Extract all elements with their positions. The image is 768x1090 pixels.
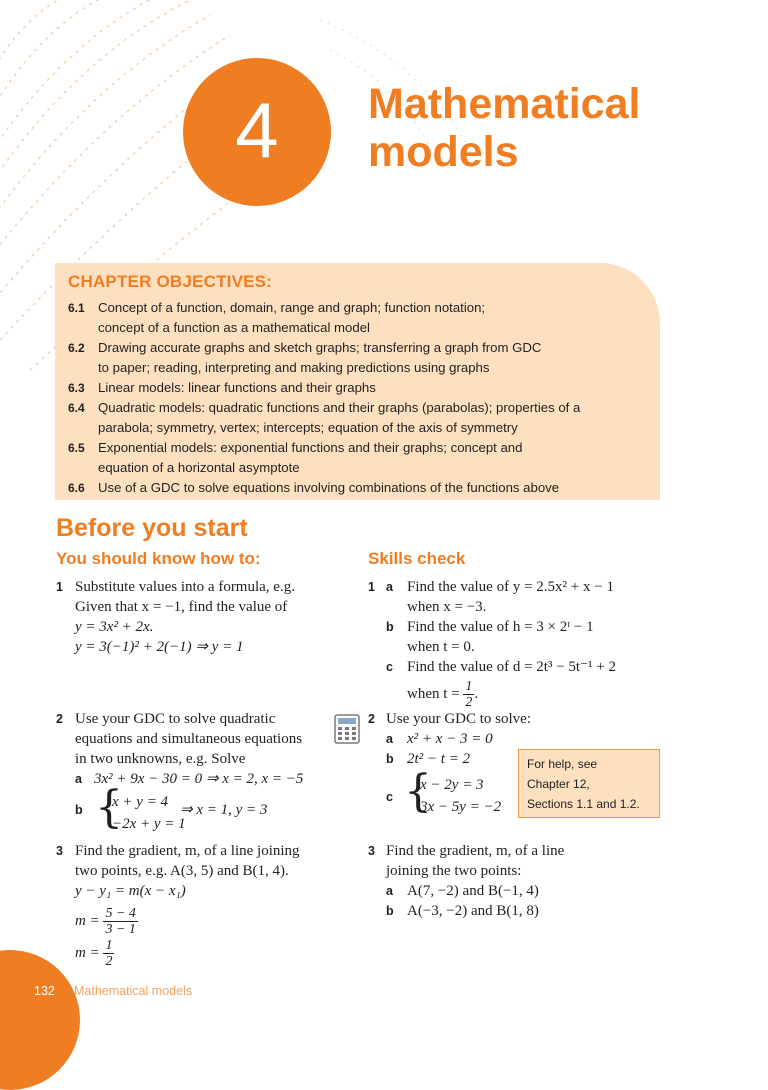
- m-label: m =: [75, 912, 100, 929]
- question-line: joining the two points:: [386, 863, 522, 879]
- fraction: [463, 679, 474, 710]
- objective-text: parabola; symmetry, vertex; intercepts; equation of the axis of symmetry: [98, 420, 518, 435]
- chapter-title-line: Mathematical: [368, 80, 641, 128]
- part-label: b: [386, 752, 394, 766]
- equation: 3x − 5y = −2: [420, 799, 502, 815]
- objective-text: Use of a GDC to solve equations involving combinations of the functions above: [98, 480, 560, 495]
- objective-item: [68, 398, 658, 438]
- chapter-title: [368, 80, 688, 176]
- objective-number: 6.6: [68, 481, 85, 495]
- question-line: Substitute values into a formula, e.g.: [75, 579, 295, 595]
- question-line: Find the value of d = 2t³ − 5t⁻¹ + 2: [407, 659, 616, 675]
- help-reference-box: [518, 749, 660, 818]
- question-number: 3: [56, 844, 63, 858]
- question-line: Find the gradient, m, of a line: [386, 843, 565, 859]
- right-question-1c: [407, 657, 687, 710]
- question-line: Use your GDC to solve quadratic: [75, 711, 276, 727]
- objective-text: equation of a horizontal asymptote: [98, 460, 300, 475]
- math-result: ⇒ x = 1, y = 3: [180, 802, 268, 818]
- help-line: For help, see: [527, 757, 598, 771]
- equation: x − 2y = 3: [420, 777, 484, 793]
- part-label: a: [386, 732, 393, 746]
- part-label: c: [386, 660, 393, 674]
- when-text: when t =: [407, 685, 460, 702]
- question-line: Given that x = −1, find the value of: [75, 599, 288, 615]
- part-label: b: [386, 620, 394, 634]
- right-question-1a: [407, 577, 687, 617]
- question-line: Use your GDC to solve:: [386, 711, 531, 727]
- question-number: 3: [368, 844, 375, 858]
- question-number: 2: [368, 712, 375, 726]
- part-label: b: [75, 803, 83, 817]
- numerator: 1: [105, 938, 113, 953]
- chapter-number: 4: [235, 86, 279, 174]
- left-brace: {: [404, 766, 432, 817]
- math-line: 3x² + 9x − 30 = 0 ⇒ x = 2, x = −5: [94, 771, 304, 787]
- objective-text: Exponential models: exponential functions and their graphs; concept and: [98, 440, 523, 455]
- calculator-icon: [334, 714, 360, 744]
- objective-text: Quadratic models: quadratic functions and their graphs (parabolas); properties of a: [98, 400, 581, 415]
- footer-disc: [0, 950, 80, 1090]
- math-line: 2t² − t = 2: [407, 751, 471, 767]
- period: .: [474, 685, 479, 702]
- denominator: 2: [465, 695, 473, 710]
- objective-item: [68, 478, 658, 498]
- point-pair: A(−3, −2) and B(1, 8): [407, 903, 539, 919]
- left-question-1: [75, 577, 335, 657]
- simultaneous-equations: [112, 791, 186, 835]
- objective-text: concept of a function as a mathematical model: [98, 320, 370, 335]
- objective-text: to paper; reading, interpreting and making predictions using graphs: [98, 360, 490, 375]
- question-number: 2: [56, 712, 63, 726]
- objectives-heading: CHAPTER OBJECTIVES:: [68, 272, 273, 291]
- part-label: a: [386, 580, 393, 594]
- equation: x + y = 4: [112, 794, 169, 810]
- objective-item: [68, 378, 658, 398]
- numerator: 5 − 4: [105, 906, 136, 921]
- equation: −2x + y = 1: [112, 816, 186, 832]
- question-line: when t = 0.: [407, 639, 475, 655]
- page-number: 132: [34, 984, 55, 998]
- math-line: y = 3(−1)² + 2(−1) ⇒ y = 1: [75, 639, 244, 655]
- chapter-title-line: models: [368, 128, 519, 176]
- m-label: m =: [75, 944, 100, 961]
- objective-text: Linear models: linear functions and their graphs: [98, 380, 376, 395]
- question-line: [407, 679, 687, 710]
- question-line: Find the value of y = 2.5x² + x − 1: [407, 579, 614, 595]
- question-line: equations and simultaneous equations: [75, 731, 303, 747]
- part-label: c: [386, 790, 393, 804]
- help-line: Sections 1.1 and 1.2.: [527, 797, 640, 811]
- question-line: when x = −3.: [407, 599, 487, 615]
- footer-chapter-label: Mathematical models: [74, 984, 193, 998]
- question-line: Find the gradient, m, of a line joining: [75, 843, 300, 859]
- fraction: [103, 906, 137, 937]
- skills-check-heading: Skills check: [368, 549, 466, 568]
- objective-text: Concept of a function, domain, range and graph; function notation;: [98, 300, 486, 315]
- question-line: Find the value of h = 3 × 2ᵗ − 1: [407, 619, 594, 635]
- denominator: 3 − 1: [105, 922, 136, 937]
- denominator: 2: [105, 954, 113, 969]
- math-line: y = 3x² + 2x.: [75, 619, 154, 635]
- numerator: 1: [465, 679, 473, 694]
- objective-item: [68, 338, 658, 378]
- right-question-3: [386, 841, 666, 881]
- right-question-1b: [407, 617, 687, 657]
- question-number: 1: [368, 580, 375, 594]
- gradient-fraction-2: [75, 938, 114, 969]
- objective-number: 6.5: [68, 441, 85, 455]
- question-line: two points, e.g. A(3, 5) and B(1, 4).: [75, 863, 289, 879]
- objective-number: 6.3: [68, 381, 85, 395]
- help-line: Chapter 12,: [527, 777, 590, 791]
- simultaneous-equations: [420, 774, 501, 818]
- left-brace: {: [95, 782, 123, 833]
- left-question-3: [75, 841, 345, 901]
- point-pair: A(7, −2) and B(−1, 4): [407, 883, 539, 899]
- part-label: a: [75, 772, 82, 786]
- part-label: a: [386, 884, 393, 898]
- objective-item: [68, 298, 658, 338]
- chapter-number-disc: [183, 58, 331, 206]
- math-line: y − y₁ = m(x − x₁): [75, 883, 186, 899]
- question-number: 1: [56, 580, 63, 594]
- fraction: [103, 938, 114, 969]
- objective-number: 6.4: [68, 401, 85, 415]
- objective-text: Drawing accurate graphs and sketch graphs; transferring a graph from GDC: [98, 340, 542, 355]
- math-line: x² + x − 3 = 0: [407, 731, 493, 747]
- objective-number: 6.1: [68, 301, 85, 315]
- before-you-start-heading: Before you start: [56, 514, 248, 542]
- part-label: b: [386, 904, 394, 918]
- objective-item: [68, 438, 658, 478]
- know-how-heading: You should know how to:: [56, 549, 261, 568]
- objective-number: 6.2: [68, 341, 85, 355]
- left-question-2: [75, 709, 335, 769]
- question-line: in two unknowns, e.g. Solve: [75, 751, 246, 767]
- gradient-fraction-1: [75, 906, 138, 937]
